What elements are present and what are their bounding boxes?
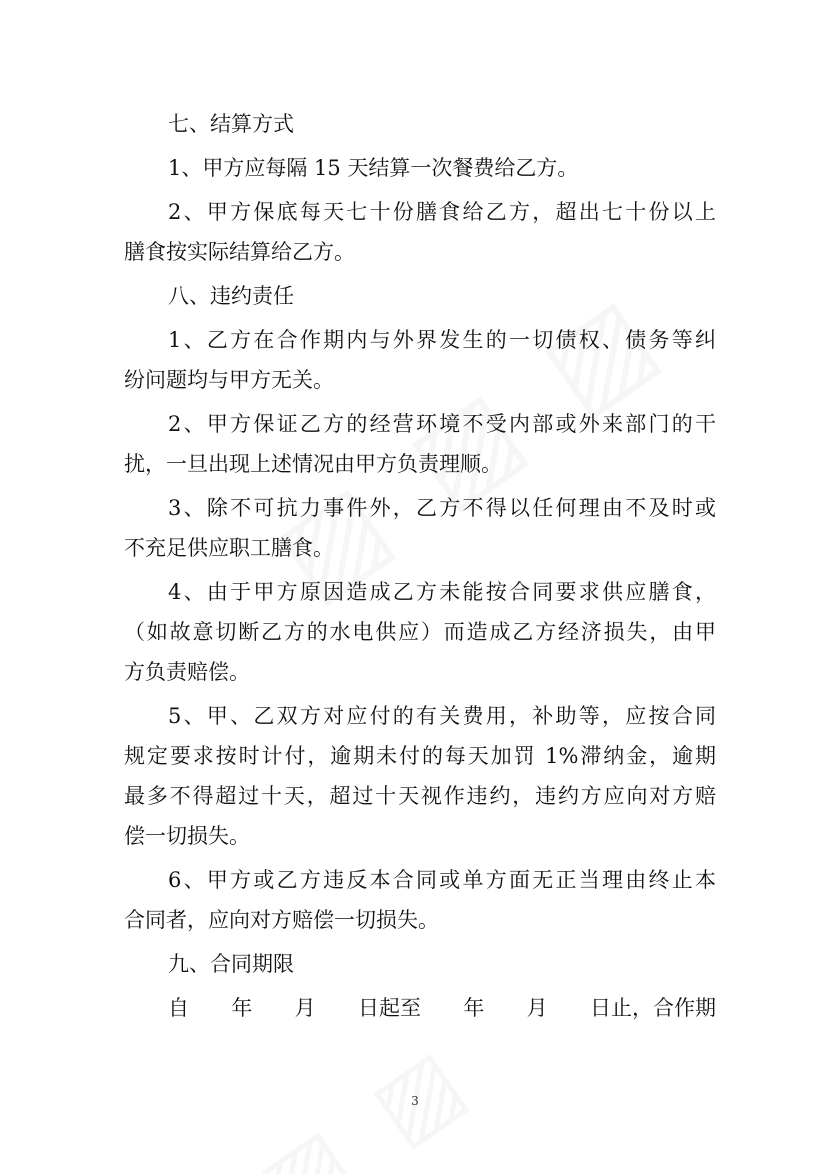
section8-item5-line3: 最多不得超过十天，超过十天视作违约，违约方应向对方赔	[124, 784, 716, 808]
section7-title: 七、结算方式	[168, 112, 294, 136]
section8-title: 八、违约责任	[168, 284, 294, 308]
section8-item4-line1: 4、由于甲方原因造成乙方未能按合同要求供应膳食，	[168, 580, 716, 604]
date-part-from: 自	[168, 996, 189, 1020]
section8-item4-line2: （如故意切断乙方的水电供应）而造成乙方经济损失，由甲	[124, 620, 716, 644]
section8-item4-line3: 方负责赔偿。	[124, 660, 250, 684]
section8-item6-line1: 6、甲方或乙方违反本合同或单方面无正当理由终止本	[168, 868, 716, 892]
section8-item5-line4: 偿一切损失。	[124, 824, 250, 848]
section8-item5-line2: 规定要求按时计付，逾期未付的每天加罚 1%滞纳金，逾期	[124, 744, 716, 768]
page-number: 3	[411, 1094, 419, 1108]
section7-item1: 1、甲方应每隔 15 天结算一次餐费给乙方。	[168, 156, 579, 180]
section7-item2-line2: 膳食按实际结算给乙方。	[124, 240, 355, 264]
section8-item5-line1: 5、甲、乙双方对应付的有关费用，补助等，应按合同	[168, 704, 716, 728]
section8-item2-line1: 2、甲方保证乙方的经营环境不受内部或外来部门的干	[168, 412, 716, 436]
section8-item3-line2: 不充足供应职工膳食。	[124, 536, 334, 560]
date-part-month-end: 月	[526, 996, 548, 1020]
section8-item2-line2: 扰，一旦出现上述情况由甲方负责理顺。	[124, 452, 502, 476]
section7-item2-line1: 2、甲方保底每天七十份膳食给乙方，超出七十份以上	[168, 200, 716, 224]
date-part-month-start: 月	[294, 996, 316, 1020]
section8-item1-line2: 纷问题均与甲方无关。	[124, 368, 334, 392]
section8-item6-line2: 合同者，应向对方赔偿一切损失。	[124, 908, 439, 932]
section8-item1-line1: 1、乙方在合作期内与外界发生的一切债权、债务等纠	[168, 328, 716, 352]
section8-item3-line1: 3、除不可抗力事件外，乙方不得以任何理由不及时或	[168, 496, 716, 520]
date-part-year-start: 年	[231, 996, 253, 1020]
section9-date-line	[124, 988, 716, 1028]
section9-title: 九、合同期限	[168, 952, 294, 976]
date-part-day-end: 日止，合作期	[589, 996, 716, 1020]
date-part-day-start: 日起至	[357, 996, 421, 1020]
document-body	[124, 104, 716, 1028]
date-part-year-end: 年	[463, 996, 485, 1020]
